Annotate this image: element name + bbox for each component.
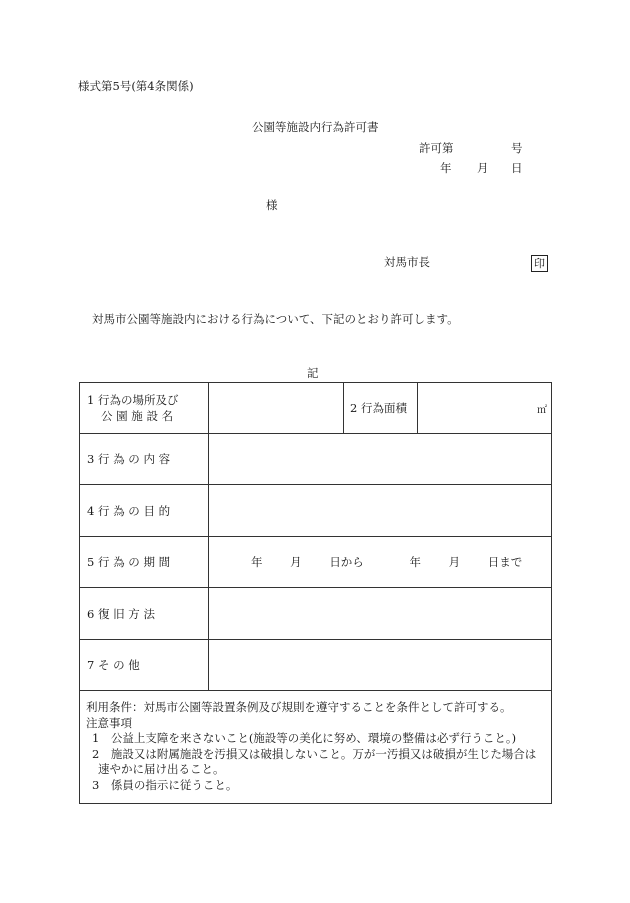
content-value-cell[interactable]: [209, 434, 552, 485]
conditions-text: 利用条件：対馬市公園等設置条例及び規則を遵守することを条件として許可する。: [86, 700, 512, 714]
permit-number-prefix: 許可第: [419, 141, 454, 155]
permit-number-suffix: 号: [511, 141, 523, 155]
table-row: [80, 640, 552, 691]
place-label-line1: 1 行為の場所及び: [87, 393, 179, 407]
period-label: 5 行 為 の 期 間: [80, 537, 209, 588]
issuer-name: 対馬市長: [384, 255, 430, 269]
purpose-value-cell[interactable]: [209, 485, 552, 537]
permit-form-table: [79, 382, 552, 804]
content-label: 3 行 為 の 内 容: [80, 434, 209, 485]
notes-heading: 注意事項: [86, 715, 132, 730]
notes-cell: [80, 691, 552, 804]
place-label: [80, 383, 209, 434]
note-item: 2 施設又は附属施設を汚損又は破損しないこと。万が一汚損又は破損が生じた場合は: [92, 746, 537, 761]
ki-heading: 記: [307, 366, 319, 380]
period-end-year: 年: [409, 555, 421, 569]
date-day: 日: [511, 161, 523, 175]
place-value-cell[interactable]: [209, 383, 344, 434]
addressee-suffix: 様: [266, 198, 278, 212]
table-row: [80, 588, 552, 640]
form-number: 様式第5号(第4条関係): [78, 79, 194, 93]
table-row: [80, 485, 552, 537]
table-row: [80, 383, 552, 434]
period-end-day: 日まで: [487, 555, 523, 569]
area-unit: ㎡: [418, 383, 552, 434]
note-item: 1 公益上支障を来さないこと(施設等の美化に努め、環境の整備は必ず行うこと。): [92, 731, 517, 745]
period-end-month: 月: [448, 555, 461, 569]
note-item: 3 係員の指示に従うこと。: [92, 777, 238, 792]
table-row: [80, 434, 552, 485]
table-row: [80, 691, 552, 804]
restoration-value-cell[interactable]: [209, 588, 552, 640]
period-start-year: 年: [251, 555, 263, 569]
area-label: 2 行為面積: [344, 383, 418, 434]
seal-mark: 印: [531, 255, 548, 272]
date-month: 月: [477, 161, 489, 175]
purpose-label: 4 行 為 の 目 的: [80, 485, 209, 537]
period-start-day: 日から: [329, 555, 364, 569]
table-row: [80, 537, 552, 588]
other-label: 7 そ の 他: [80, 640, 209, 691]
place-label-line2: 公 園 施 設 名: [101, 409, 174, 423]
document-title: 公園等施設内行為許可書: [252, 120, 379, 134]
intro-text: 対馬市公園等施設内における行為について、下記のとおり許可します。: [92, 312, 459, 326]
note-item: 速やかに届け出ること。: [98, 762, 225, 776]
restoration-label: 6 復 旧 方 法: [80, 588, 209, 640]
date-year: 年: [440, 161, 452, 175]
period-start-month: 月: [290, 555, 302, 569]
other-value-cell[interactable]: [209, 640, 552, 691]
period-value-cell[interactable]: [209, 537, 552, 588]
